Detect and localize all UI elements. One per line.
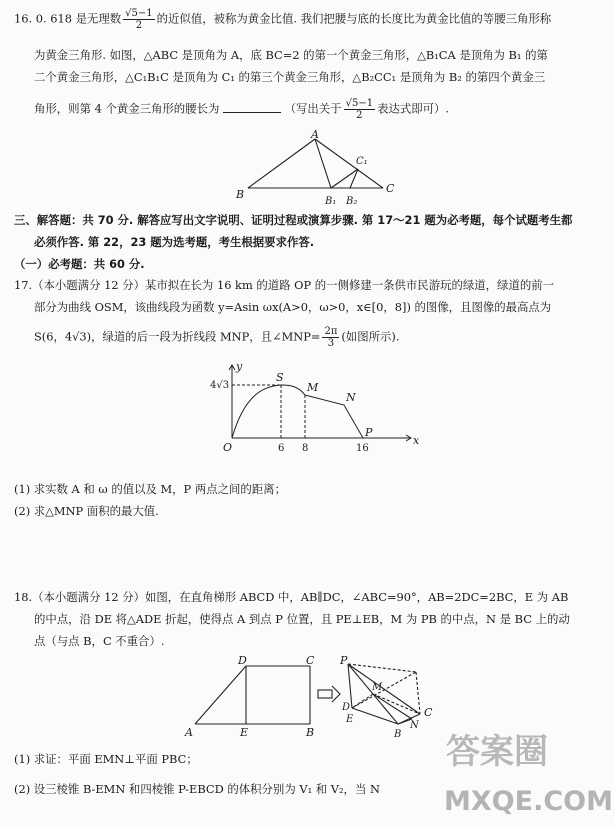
y-axis-label: y xyxy=(236,360,243,373)
q18-line-2: 的中点，沿 DE 将△ADE 折起，使得点 A 到点 P 位置，且 PE⊥EB，M 为 PB 的中点，N 是 BC 上的动 xyxy=(34,612,570,626)
right-point-E: E xyxy=(346,714,354,725)
point-B: B xyxy=(236,188,245,201)
q17-line-2: 部分为曲线 OSM，该曲线段为函数 y=Asin ωx(A>0，ω>0，x∈[0，8]) 的图像，且图像的最高点为 xyxy=(34,300,552,314)
q17-line-3: S(6，4√3)，绿道的后一段为折线段 MNP，且∠MNP= $\frac{2\pi}{3}$ (如图所示). xyxy=(34,326,400,349)
x-tick-6: 6 xyxy=(278,443,285,454)
x-axis-label: x xyxy=(413,434,420,447)
q17-line-1: 17.（本小题满分 12 分）某市拟在长为 16 km 的道路 OP 的一侧修建一条供市民游玩的绿道，绿道的前一 xyxy=(14,278,555,292)
left-point-C: C xyxy=(306,654,315,667)
q18-part-2: (2) 设三棱锥 B-EMN 和四棱锥 P-EBCD 的体积分别为 V₁ 和 V₂，当 N xyxy=(14,782,380,796)
left-point-D: D xyxy=(238,654,247,667)
right-point-P: P xyxy=(340,654,348,667)
origin-label: O xyxy=(223,441,233,454)
q17-part-2: (2) 求△MNP 面积的最大值. xyxy=(14,504,159,518)
q18-line-3: 点（与点 B，C 不重合）. xyxy=(34,634,165,648)
section-subtitle: （一）必考题：共 60 分. xyxy=(14,257,145,271)
left-point-A: A xyxy=(185,726,193,739)
golden-triangle-figure xyxy=(228,130,398,210)
q16-line-1: 16. 0. 618 是无理数 $\frac{√5-1}{2}$ 的近似值，被称为黄金比值. 我们把腰与底的长度比为黄金比值的等腰三角形称 xyxy=(14,8,552,31)
right-point-C: C xyxy=(424,706,433,719)
q16-line-3: 二个黄金三角形，△C₁B₁C 是顶角为 C₁ 的第三个黄金三角形，△B₂CC₁ 是顶角为 B₂ 的第四个黄金三 xyxy=(34,70,546,84)
x-tick-8: 8 xyxy=(302,443,309,454)
point-N: N xyxy=(346,391,356,404)
watermark-logo: 答案圈 xyxy=(446,732,548,772)
x-tick-16: 16 xyxy=(356,443,369,454)
q16-line-2: 为黄金三角形. 如图，△ABC 是顶角为 A，底 BC=2 的第一个黄金三角形，△B₁CA 是顶角为 B₁ 的第 xyxy=(34,48,548,62)
left-point-E: E xyxy=(240,726,249,739)
section-title-2: 必须作答. 第 22，23 题为选考题，考生根据要求作答. xyxy=(34,235,315,249)
right-point-N: N xyxy=(410,720,419,731)
golden-fraction: $\frac{√5-1}{2}$ xyxy=(125,8,153,31)
section-title: 三、解答题：共 70 分. 解答应写出文字说明、证明过程或演算步骤. 第 17～21 题为必考题，每个试题考生都 xyxy=(14,213,573,227)
right-point-B: B xyxy=(394,729,402,740)
watermark-domain: MXQE.COM xyxy=(444,786,613,817)
point-B2: B₂ xyxy=(346,196,358,207)
answer-blank xyxy=(223,102,281,113)
q16-line-4: 角形，则第 4 个黄金三角形的腰长为 （写出关于 $\frac{√5-1}{2}$ 表达式即可）. xyxy=(34,98,450,121)
point-P: P xyxy=(365,426,373,439)
greenway-graph xyxy=(210,358,430,463)
right-point-M: M xyxy=(372,682,383,693)
point-M: M xyxy=(307,381,319,394)
point-B1: B₁ xyxy=(325,196,337,207)
left-point-B: B xyxy=(306,726,315,739)
q17-part-1: (1) 求实数 A 和 ω 的值以及 M，P 两点之间的距离； xyxy=(14,482,286,496)
right-point-D: D xyxy=(342,702,351,713)
trapezoid-fold-figure xyxy=(180,652,440,742)
point-S: S xyxy=(276,371,284,384)
point-C: C xyxy=(386,182,395,195)
q18-part-1: (1) 求证：平面 EMN⊥平面 PBC； xyxy=(14,752,198,766)
y-tick-4root3: 4√3 xyxy=(210,380,230,391)
point-A: A xyxy=(311,130,319,141)
point-C1: C₁ xyxy=(356,156,368,167)
q18-line-1: 18.（本小题满分 12 分）如图，在直角梯形 ABCD 中，AB∥DC，∠ABC=90°，AB=2DC=2BC，E 为 AB xyxy=(14,590,569,604)
